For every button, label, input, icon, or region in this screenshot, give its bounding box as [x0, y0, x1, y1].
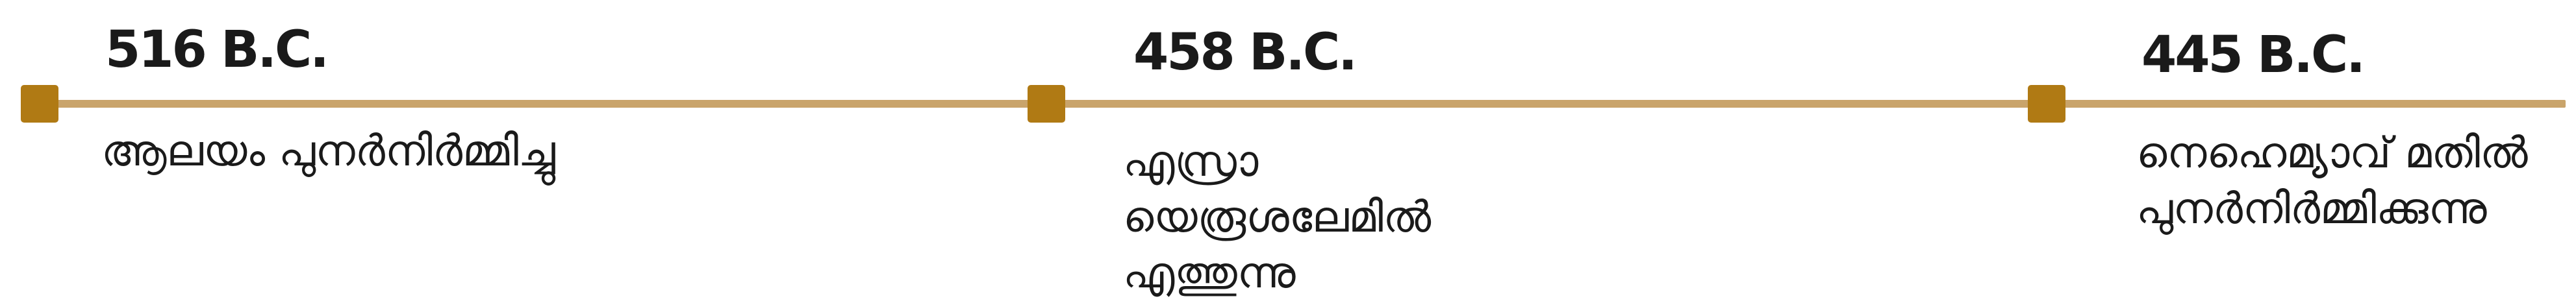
timeline-event-516-bc	[18, 0, 555, 264]
timeline-event-458-bc	[1018, 0, 1485, 298]
event-marker	[2028, 85, 2065, 123]
event-marker	[21, 85, 58, 123]
event-year: 445 B.C.	[2141, 26, 2364, 84]
event-description: നെഹെമ്യാവ് മതിൽ പുനർനിർമ്മിക്കുന്നു	[2136, 128, 2528, 234]
event-year: 516 B.C.	[105, 21, 327, 79]
event-description: എസ്രാ യെരൂശലേമിൽ എത്തുന്നു	[1123, 136, 1432, 298]
timeline-event-445-bc	[2021, 0, 2528, 264]
event-marker	[1028, 85, 1065, 123]
event-year: 458 B.C.	[1133, 23, 1356, 82]
event-description: ആലയം പുനർനിർമ്മിച്ചു	[101, 126, 555, 176]
